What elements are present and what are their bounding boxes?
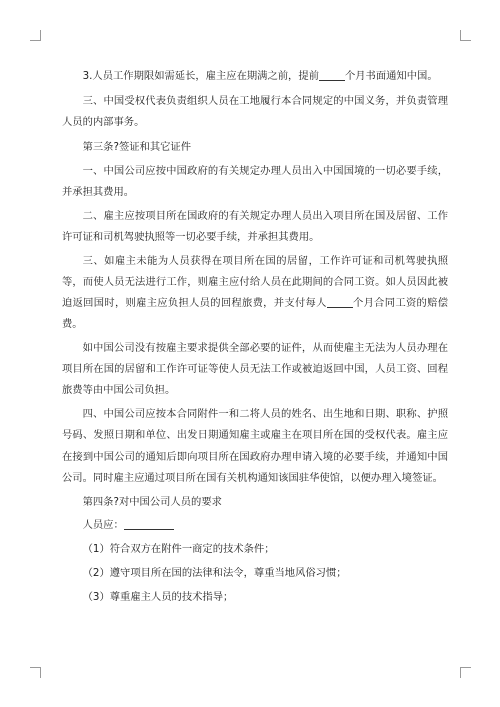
section-heading-requirements: 第四条?对中国公司人员的要求 <box>82 495 222 508</box>
paragraph-china-exit-procedures: 一、中国公司应按中国政府的有关规定办理人员出入中国国境的一切必要手续，并承担其费用。 <box>62 164 448 198</box>
paragraph-host-country-procedures: 二、雇主应按项目所在国政府的有关规定办理人员出入项目所在国及居留、工作许可证和司机驾驶执照等一切必要手续，并承担其费用。 <box>62 209 448 243</box>
paragraph-text: 个月合同工资的赔偿费。 <box>62 297 449 331</box>
paragraph-text: 人员应： <box>82 519 124 532</box>
section-heading-visa: 第三条?签证和其它证件 <box>82 140 192 153</box>
paragraph-text: 三、如雇主未能为人员获得在项目所在国的居留，工作许可证和司机驾驶执照等，而使人员无法进行工作，则雇主应付给人员在此期间的合同工资。如人员因此被迫返回国时，则雇主应负担人员的回程旅费，并支付每人 <box>62 254 448 309</box>
paragraph-text: 个月书面通知中国。 <box>344 70 438 82</box>
list-item-technical-conditions: （1）符合双方在附件一商定的技术条件； <box>82 543 275 556</box>
document-body <box>62 66 448 611</box>
crop-mark-top-right <box>460 30 471 41</box>
paragraph-china-company-failure: 如中国公司没有按雇主要求提供全部必要的证件，从而使雇主无法为人员办理在项目所在国的居留和工作许可证等使人员无法工作或被迫返回中国，人员工资、回程旅费等由中国公司负担。 <box>62 342 448 397</box>
paragraph-personnel-shall <box>62 515 448 536</box>
paragraph-personnel-notification: 四、中国公司应按本合同附件一和二将人员的姓名、出生地和日期、职称、护照号码、发照日期和单位、出发日期通知雇主或雇主在项目所在国的受权代表。雇主应在接到中国公司的通知后即向项目所在国政府办理申请入境的必要手续，并通知中国公司。同时雇主应通过项目所在国有关机构通知该国驻华使馆，以便办理入境签证。 <box>62 408 448 484</box>
list-item-respect-guidance: （3）尊重雇主人员的技术指导； <box>82 590 234 603</box>
list-item-obey-laws: （2）遵守项目所在国的法律和法令，尊重当地风俗习惯； <box>82 567 347 579</box>
crop-mark-bottom-right <box>460 667 471 678</box>
fill-in-blank <box>124 517 174 530</box>
paragraph-employer-failure <box>62 251 448 336</box>
fill-in-blank <box>319 68 345 81</box>
fill-in-blank <box>327 295 353 308</box>
crop-mark-top-left <box>30 30 41 41</box>
paragraph-text: 3.人员工作期限如需延长，雇主应在期满之前，提前 <box>82 70 319 82</box>
crop-mark-bottom-left <box>30 667 41 678</box>
paragraph-authorized-representative: 三、中国受权代表负责组织人员在工地履行本合同规定的中国义务，并负责管理人员的内部事务。 <box>62 94 448 128</box>
paragraph-extension-notice <box>62 66 448 87</box>
